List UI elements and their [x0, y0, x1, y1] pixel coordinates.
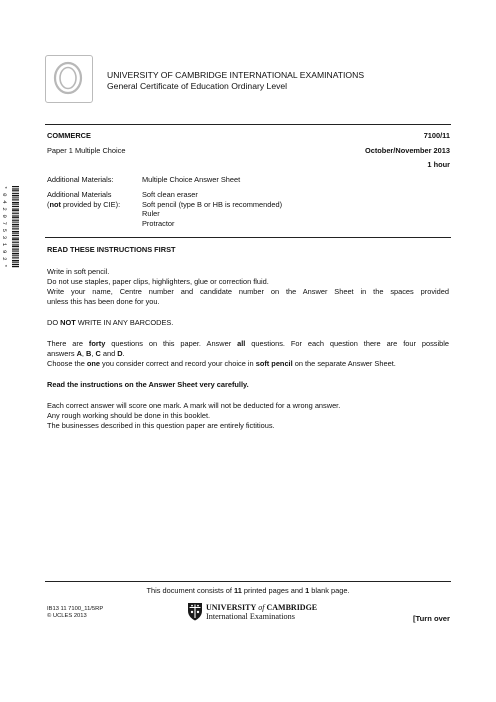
answer-options-line: answers A, B, C and D.	[47, 349, 125, 358]
exam-code: 7100/11	[423, 131, 450, 140]
instruction-line: Write in soft pencil.	[47, 267, 110, 276]
footer-rule	[45, 581, 451, 582]
exam-session: October/November 2013	[364, 146, 450, 155]
instruction-line: The businesses described in this question paper are entirely fictitious.	[47, 421, 275, 430]
document-reference: IB13 11 7100_11/5RP	[47, 606, 104, 612]
certificate-title: General Certificate of Education Ordinary Level	[107, 81, 288, 91]
extra-item: Soft pencil (type B or HB is recommended)	[142, 199, 283, 209]
cambridge-wordmark: UNIVERSITY of CAMBRIDGE	[206, 603, 318, 612]
cambridge-subtitle: International Examinations	[206, 612, 295, 621]
materials-value: Multiple Choice Answer Sheet	[142, 175, 241, 184]
extra-materials-label: Additional Materials	[47, 190, 112, 199]
cambridge-crest-icon	[187, 602, 203, 621]
read-carefully-line: Read the instructions on the Answer Sheet very carefully.	[47, 380, 249, 389]
instruction-line: Do not use staples, paper clips, highlighters, glue or correction fluid.	[47, 277, 269, 286]
ordinary-level-o-logo	[51, 61, 85, 95]
instructions-heading: READ THESE INSTRUCTIONS FIRST	[47, 245, 176, 254]
question-count-line: There are forty questions on this paper. Answer all questions. For each question there are four possible	[47, 339, 449, 348]
page-count-note: This document consists of 11 printed pages and 1 blank page.	[146, 586, 350, 595]
turn-over-label: [Turn over	[413, 614, 450, 623]
copyright-notice: © UCLES 2013	[47, 613, 87, 619]
materials-label: Additional Materials:	[47, 175, 114, 184]
extra-item: Ruler	[142, 209, 160, 219]
instruction-line: Each correct answer will score one mark. A mark will not be deducted for a wrong answer.	[47, 401, 341, 410]
header-rule	[45, 124, 451, 125]
university-title: UNIVERSITY OF CAMBRIDGE INTERNATIONAL EXAMINATIONS	[107, 70, 365, 80]
exam-duration: 1 hour	[427, 160, 450, 169]
barcode-number: * 0 4 2 0 7 5 3 1 9 2 *	[1, 186, 8, 268]
choose-answer-line: Choose the one you consider correct and record your choice in soft pencil on the separate Answer Sheet.	[47, 359, 396, 368]
details-rule	[45, 237, 451, 238]
extra-materials-sublabel: (not provided by CIE):	[47, 199, 121, 209]
instruction-line: unless this has been done for you.	[47, 297, 160, 306]
instruction-line: Any rough working should be done in this booklet.	[47, 411, 211, 420]
subject-name: COMMERCE	[47, 131, 91, 140]
barcode-warning: DO NOT WRITE IN ANY BARCODES.	[47, 318, 174, 327]
paper-name: Paper 1 Multiple Choice	[47, 146, 126, 155]
instruction-line: Write your name, Centre number and candidate number on the Answer Sheet in the spaces provided	[47, 287, 449, 296]
barcode-number-wrap	[0, 186, 8, 268]
extra-item: Protractor	[142, 218, 175, 228]
extra-item: Soft clean eraser	[142, 190, 198, 199]
